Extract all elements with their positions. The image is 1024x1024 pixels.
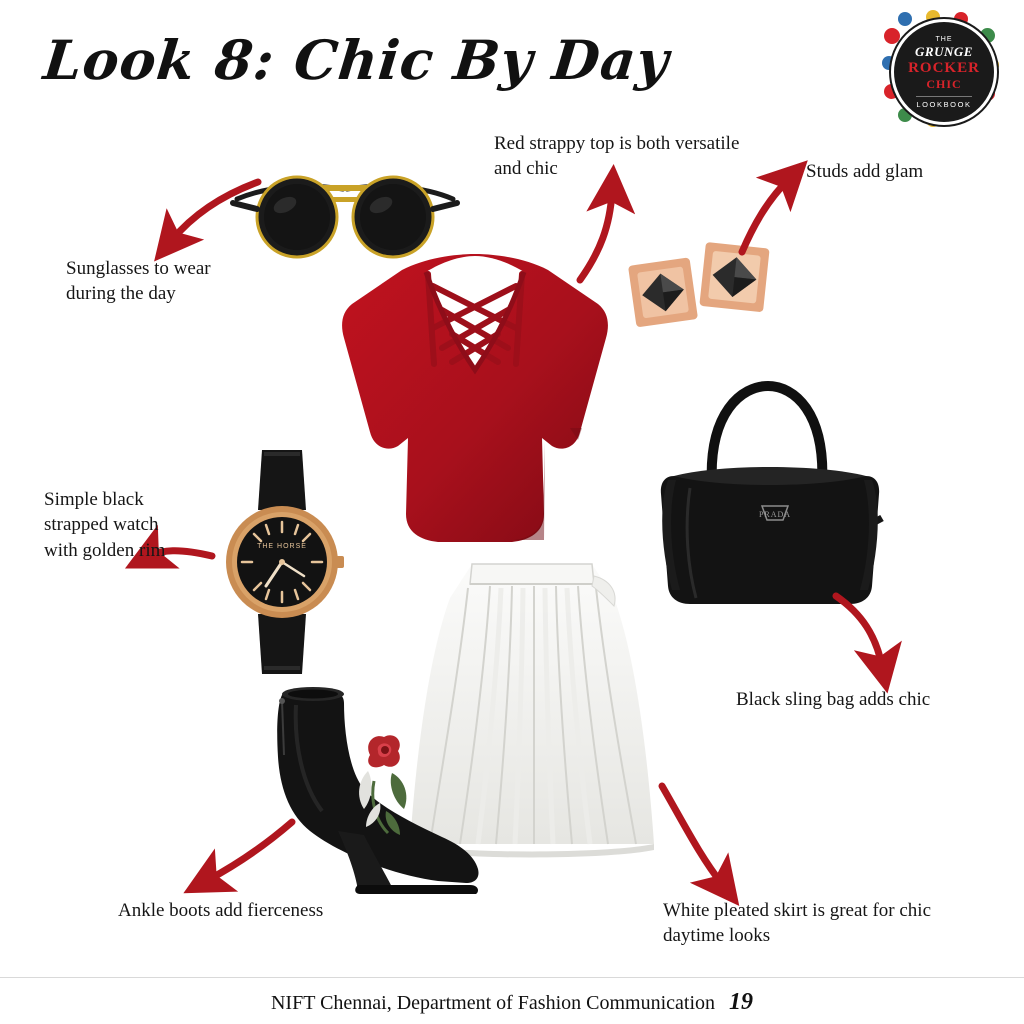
logo-line-lookbook: LOOKBOOK <box>916 96 971 109</box>
callout-boots: Ankle boots add fierceness <box>118 900 324 921</box>
logo-line-the: THE <box>935 35 953 43</box>
sunglasses-image <box>225 165 465 265</box>
logo-line-rocker: ROCKER <box>908 59 980 76</box>
logo-line-grunge: GRUNGE <box>915 43 973 59</box>
callout-red-top: Red strappy top is both versatile and chic <box>494 133 740 180</box>
footer-divider <box>0 977 1024 978</box>
page-title: Look 8: Chic By Day <box>40 28 673 92</box>
logo-disc <box>891 19 997 125</box>
red-top-image <box>330 252 620 562</box>
logo-line-chic: CHIC <box>926 76 962 91</box>
stud-earrings-image <box>622 232 797 367</box>
ankle-boot-image <box>252 685 512 900</box>
svg-text:THE HORSE: THE HORSE <box>257 543 307 550</box>
watch-image <box>218 448 346 676</box>
callout-skirt: White pleated skirt is great for chic daytime looks <box>663 900 932 947</box>
callout-sunglasses: Sunglasses to wear during the day <box>66 258 211 305</box>
arrow-skirt <box>662 786 722 884</box>
logo-petal-icon <box>898 12 912 26</box>
footer-text: NIFT Chennai, Department of Fashion Communication <box>270 992 715 1014</box>
callout-watch: Simple black strapped watch with golden rim <box>44 489 166 561</box>
handbag-image <box>650 368 900 623</box>
callout-studs: Studs add glam <box>806 161 924 182</box>
svg-text:PRADA: PRADA <box>758 510 792 519</box>
callout-bag: Black sling bag adds chic <box>736 689 931 710</box>
brand-logo <box>882 10 1000 128</box>
logo-petal-icon <box>884 28 900 44</box>
page-footer <box>0 989 1024 1016</box>
page-number: 19 <box>729 989 753 1015</box>
